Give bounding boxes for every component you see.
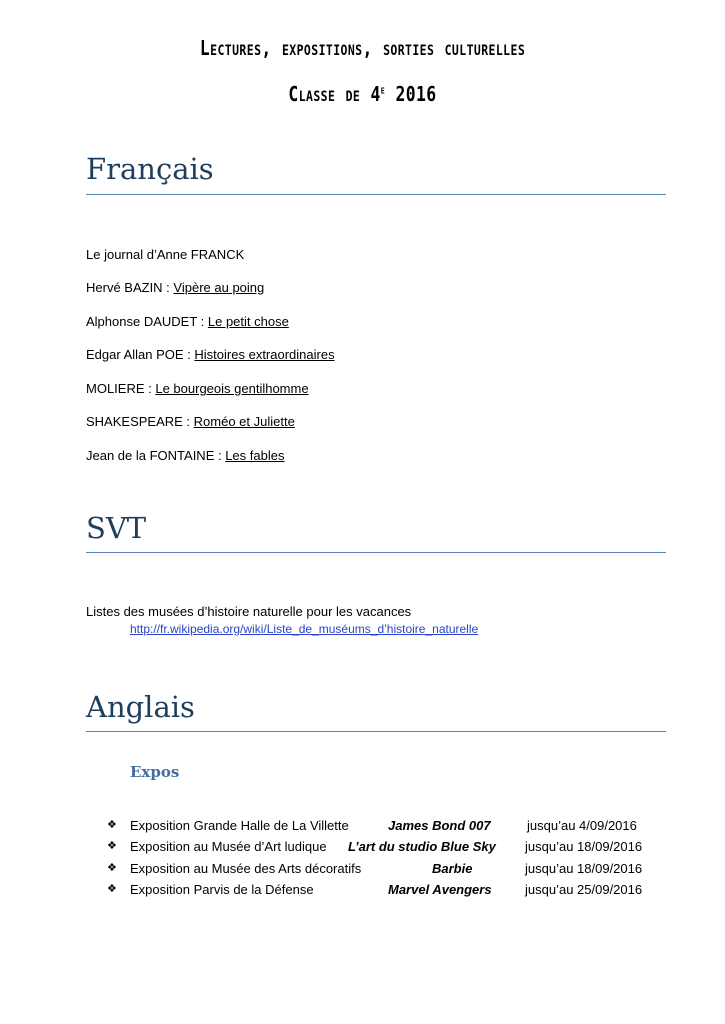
heading-svt: SVT bbox=[86, 511, 147, 545]
heading-rule bbox=[86, 552, 666, 553]
expo-show: Barbie bbox=[432, 861, 473, 876]
book-author: Edgar Allan POE : bbox=[86, 347, 195, 362]
book-title: Le bourgeois gentilhomme bbox=[155, 381, 309, 396]
subtitle-prefix: Classe de 4 bbox=[288, 82, 381, 106]
book-title: Roméo et Juliette bbox=[193, 414, 295, 429]
expo-item bbox=[107, 818, 667, 836]
heading-rule bbox=[86, 731, 666, 732]
heading-rule bbox=[86, 194, 666, 195]
book-item bbox=[86, 247, 244, 262]
expo-item bbox=[107, 839, 667, 857]
diamond-bullet-icon: ❖ bbox=[107, 840, 117, 852]
expo-show: Marvel Avengers bbox=[388, 882, 492, 897]
book-item bbox=[86, 280, 264, 295]
diamond-bullet-icon: ❖ bbox=[107, 819, 117, 831]
subtitle-superscript: e bbox=[380, 83, 386, 97]
book-author: Jean de la FONTAINE : bbox=[86, 448, 226, 463]
book-item bbox=[86, 381, 309, 396]
book-item bbox=[86, 414, 295, 429]
book-title: Histoires extraordinaires bbox=[194, 347, 335, 362]
expo-date: jusqu’au 25/09/2016 bbox=[525, 882, 643, 897]
expo-place: Exposition Grande Halle de La Villette bbox=[130, 818, 349, 833]
heading-anglais: Anglais bbox=[86, 690, 195, 724]
expo-place: Exposition au Musée d’Art ludique bbox=[130, 839, 327, 854]
wikipedia-link[interactable]: http://fr.wikipedia.org/wiki/Liste_de_muséums_d’histoire_naturelle bbox=[130, 622, 479, 636]
book-author: Alphonse DAUDET : bbox=[86, 314, 208, 329]
book-title: Le petit chose bbox=[207, 314, 289, 329]
expo-date: jusqu’au 18/09/2016 bbox=[525, 861, 643, 876]
book-title: Les fables bbox=[225, 448, 285, 463]
document-title: Lectures, expositions, sorties culturelles bbox=[199, 36, 526, 60]
book-item bbox=[86, 314, 289, 329]
heading-francais: Français bbox=[86, 152, 214, 186]
book-author: SHAKESPEARE : bbox=[86, 414, 194, 429]
diamond-bullet-icon: ❖ bbox=[107, 862, 117, 874]
expo-place: Exposition au Musée des Arts décoratifs bbox=[130, 861, 362, 876]
book-item bbox=[86, 347, 335, 362]
diamond-bullet-icon: ❖ bbox=[107, 883, 117, 895]
book-author: MOLIERE : bbox=[86, 381, 156, 396]
expo-show: James Bond 007 bbox=[388, 818, 491, 833]
document-subtitle bbox=[65, 82, 660, 106]
book-author: Hervé BAZIN : bbox=[86, 280, 174, 295]
expo-show: L’art du studio Blue Sky bbox=[348, 839, 496, 854]
book-item bbox=[86, 448, 284, 463]
expo-date: jusqu’au 4/09/2016 bbox=[527, 818, 637, 833]
expo-item bbox=[107, 861, 667, 879]
subtitle-suffix: 2016 bbox=[385, 82, 437, 106]
book-author: Le journal d’Anne FRANCK bbox=[86, 247, 245, 262]
expo-date: jusqu’au 18/09/2016 bbox=[525, 839, 643, 854]
book-title: Vipère au poing bbox=[173, 280, 265, 295]
expo-place: Exposition Parvis de la Défense bbox=[130, 882, 314, 897]
svt-text: Listes des musées d’histoire naturelle pour les vacances bbox=[86, 604, 412, 619]
expo-item bbox=[107, 882, 667, 900]
subheading-expos: Expos bbox=[130, 763, 180, 781]
